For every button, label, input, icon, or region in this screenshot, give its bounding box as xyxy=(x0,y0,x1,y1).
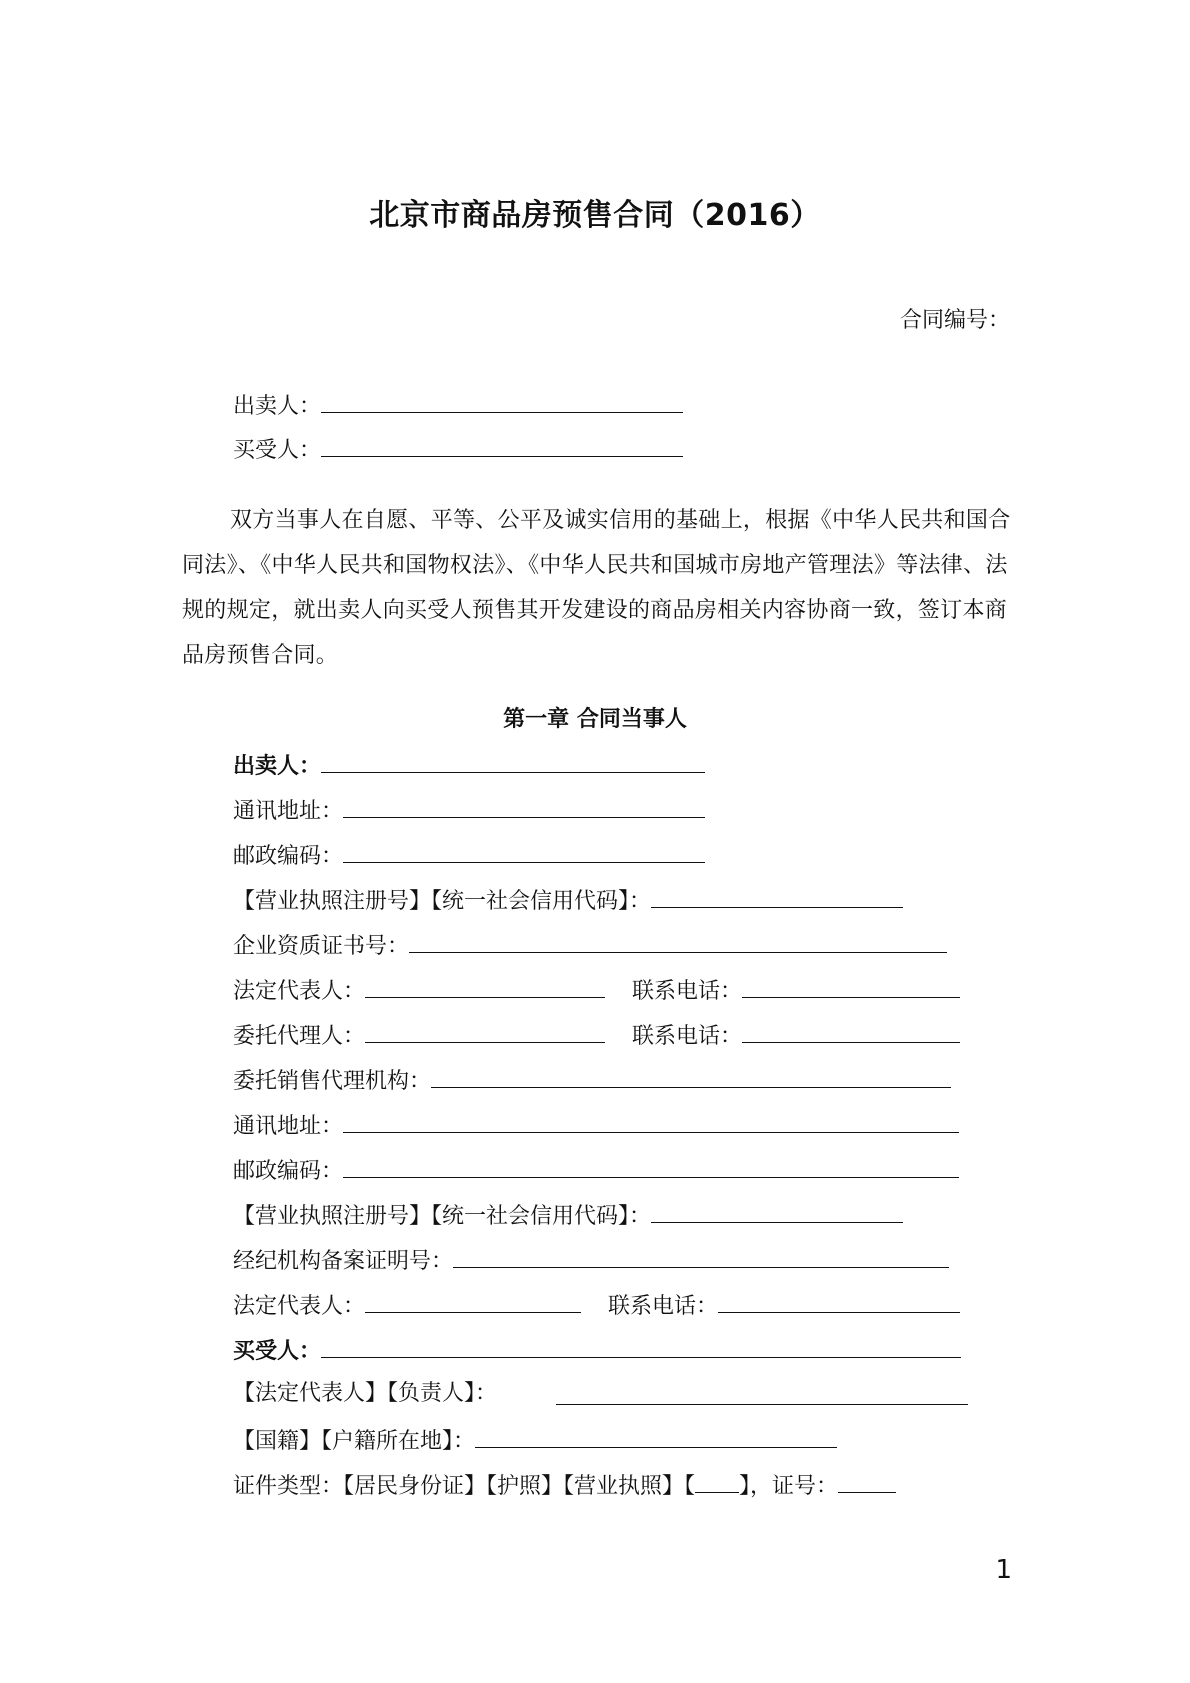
broker-record-blank[interactable] xyxy=(453,1243,949,1268)
seller-qualification-row xyxy=(233,928,947,960)
sales-agency-label: 委托销售代理机构： xyxy=(233,1069,432,1094)
seller-legal-rep-row xyxy=(233,973,605,1005)
header-seller-blank[interactable] xyxy=(321,388,683,413)
broker-record-label: 经纪机构备案证明号： xyxy=(233,1249,454,1274)
agency-legal-rep-label: 法定代表人： xyxy=(233,1294,366,1319)
agency-license-label: 【营业执照注册号】【统一社会信用代码】： xyxy=(233,1204,652,1229)
agency-phone-blank[interactable] xyxy=(718,1288,960,1313)
broker-record-row xyxy=(233,1243,949,1275)
seller-agent-phone-row xyxy=(632,1018,960,1050)
seller-legal-rep-label: 法定代表人： xyxy=(233,979,366,1004)
seller-license-label: 【营业执照注册号】【统一社会信用代码】： xyxy=(233,889,652,914)
agency-address-label: 通讯地址： xyxy=(233,1114,344,1139)
buyer-row xyxy=(233,1333,961,1365)
seller-postcode-label: 邮政编码： xyxy=(233,844,344,869)
buyer-id-type-label: 证件类型：【居民身份证】【护照】【营业执照】【 xyxy=(233,1474,696,1499)
agency-postcode-blank[interactable] xyxy=(343,1153,959,1178)
buyer-id-number-blank[interactable] xyxy=(838,1468,896,1493)
chapter-heading: 第一章 合同当事人 xyxy=(503,707,687,732)
page-number: 1 xyxy=(995,1555,1012,1585)
buyer-rep-blank[interactable] xyxy=(556,1380,968,1405)
seller-phone-row xyxy=(632,973,960,1005)
seller-legal-rep-blank[interactable] xyxy=(365,973,605,998)
buyer-id-type-other-blank[interactable] xyxy=(695,1468,739,1493)
seller-qualification-blank[interactable] xyxy=(409,928,947,953)
buyer-nationality-row xyxy=(233,1423,837,1455)
header-seller-row xyxy=(233,388,683,420)
seller-blank[interactable] xyxy=(321,748,705,773)
seller-license-row xyxy=(233,883,903,915)
document-title: 北京市商品房预售合同（2016） xyxy=(369,198,821,233)
agency-postcode-label: 邮政编码： xyxy=(233,1159,344,1184)
agency-legal-rep-blank[interactable] xyxy=(365,1288,581,1313)
buyer-id-number-label: 】，证号： xyxy=(739,1474,839,1499)
seller-address-blank[interactable] xyxy=(343,793,705,818)
header-seller-label: 出卖人： xyxy=(233,394,322,419)
seller-qualification-label: 企业资质证书号： xyxy=(233,934,410,959)
seller-postcode-blank[interactable] xyxy=(343,838,705,863)
seller-row xyxy=(233,748,705,780)
agency-license-blank[interactable] xyxy=(651,1198,903,1223)
buyer-blank[interactable] xyxy=(321,1333,961,1358)
agency-phone-row xyxy=(608,1288,960,1320)
agency-address-row xyxy=(233,1108,959,1140)
buyer-label: 买受人： xyxy=(233,1339,322,1364)
seller-address-row xyxy=(233,793,705,825)
seller-license-blank[interactable] xyxy=(651,883,903,908)
sales-agency-blank[interactable] xyxy=(431,1063,951,1088)
agency-legal-rep-row xyxy=(233,1288,581,1320)
header-buyer-label: 买受人： xyxy=(233,438,322,463)
seller-agent-phone-label: 联系电话： xyxy=(632,1024,743,1049)
seller-label: 出卖人： xyxy=(233,754,322,779)
agency-phone-label: 联系电话： xyxy=(608,1294,719,1319)
header-buyer-row xyxy=(233,432,683,464)
agency-postcode-row xyxy=(233,1153,959,1185)
buyer-nationality-blank[interactable] xyxy=(475,1423,837,1448)
buyer-id-row xyxy=(233,1468,896,1500)
seller-agent-phone-blank[interactable] xyxy=(742,1018,960,1043)
agency-license-row xyxy=(233,1198,903,1230)
seller-agent-label: 委托代理人： xyxy=(233,1024,366,1049)
seller-address-label: 通讯地址： xyxy=(233,799,344,824)
seller-agent-blank[interactable] xyxy=(365,1018,605,1043)
seller-agent-row xyxy=(233,1018,605,1050)
buyer-nationality-label: 【国籍】【户籍所在地】： xyxy=(233,1429,476,1454)
contract-number-label: 合同编号： xyxy=(899,308,1010,333)
preamble-paragraph: 双方当事人在自愿、平等、公平及诚实信用的基础上，根据《中华人民共和国合同法》、《中华人民共和国物权法》、《中华人民共和国城市房地产管理法》等法律、法规的规定，就出卖人向买受人预售其开发建设的商品房相关内容协商一致，签订本商品房预售合同。 xyxy=(182,508,1011,668)
header-buyer-blank[interactable] xyxy=(321,432,683,457)
seller-postcode-row xyxy=(233,838,705,870)
buyer-rep-row xyxy=(233,1378,497,1410)
buyer-rep-label: 【法定代表人】【负责人】： xyxy=(233,1381,498,1406)
seller-phone-label: 联系电话： xyxy=(632,979,743,1004)
agency-address-blank[interactable] xyxy=(343,1108,959,1133)
seller-phone-blank[interactable] xyxy=(742,973,960,998)
sales-agency-row xyxy=(233,1063,951,1095)
